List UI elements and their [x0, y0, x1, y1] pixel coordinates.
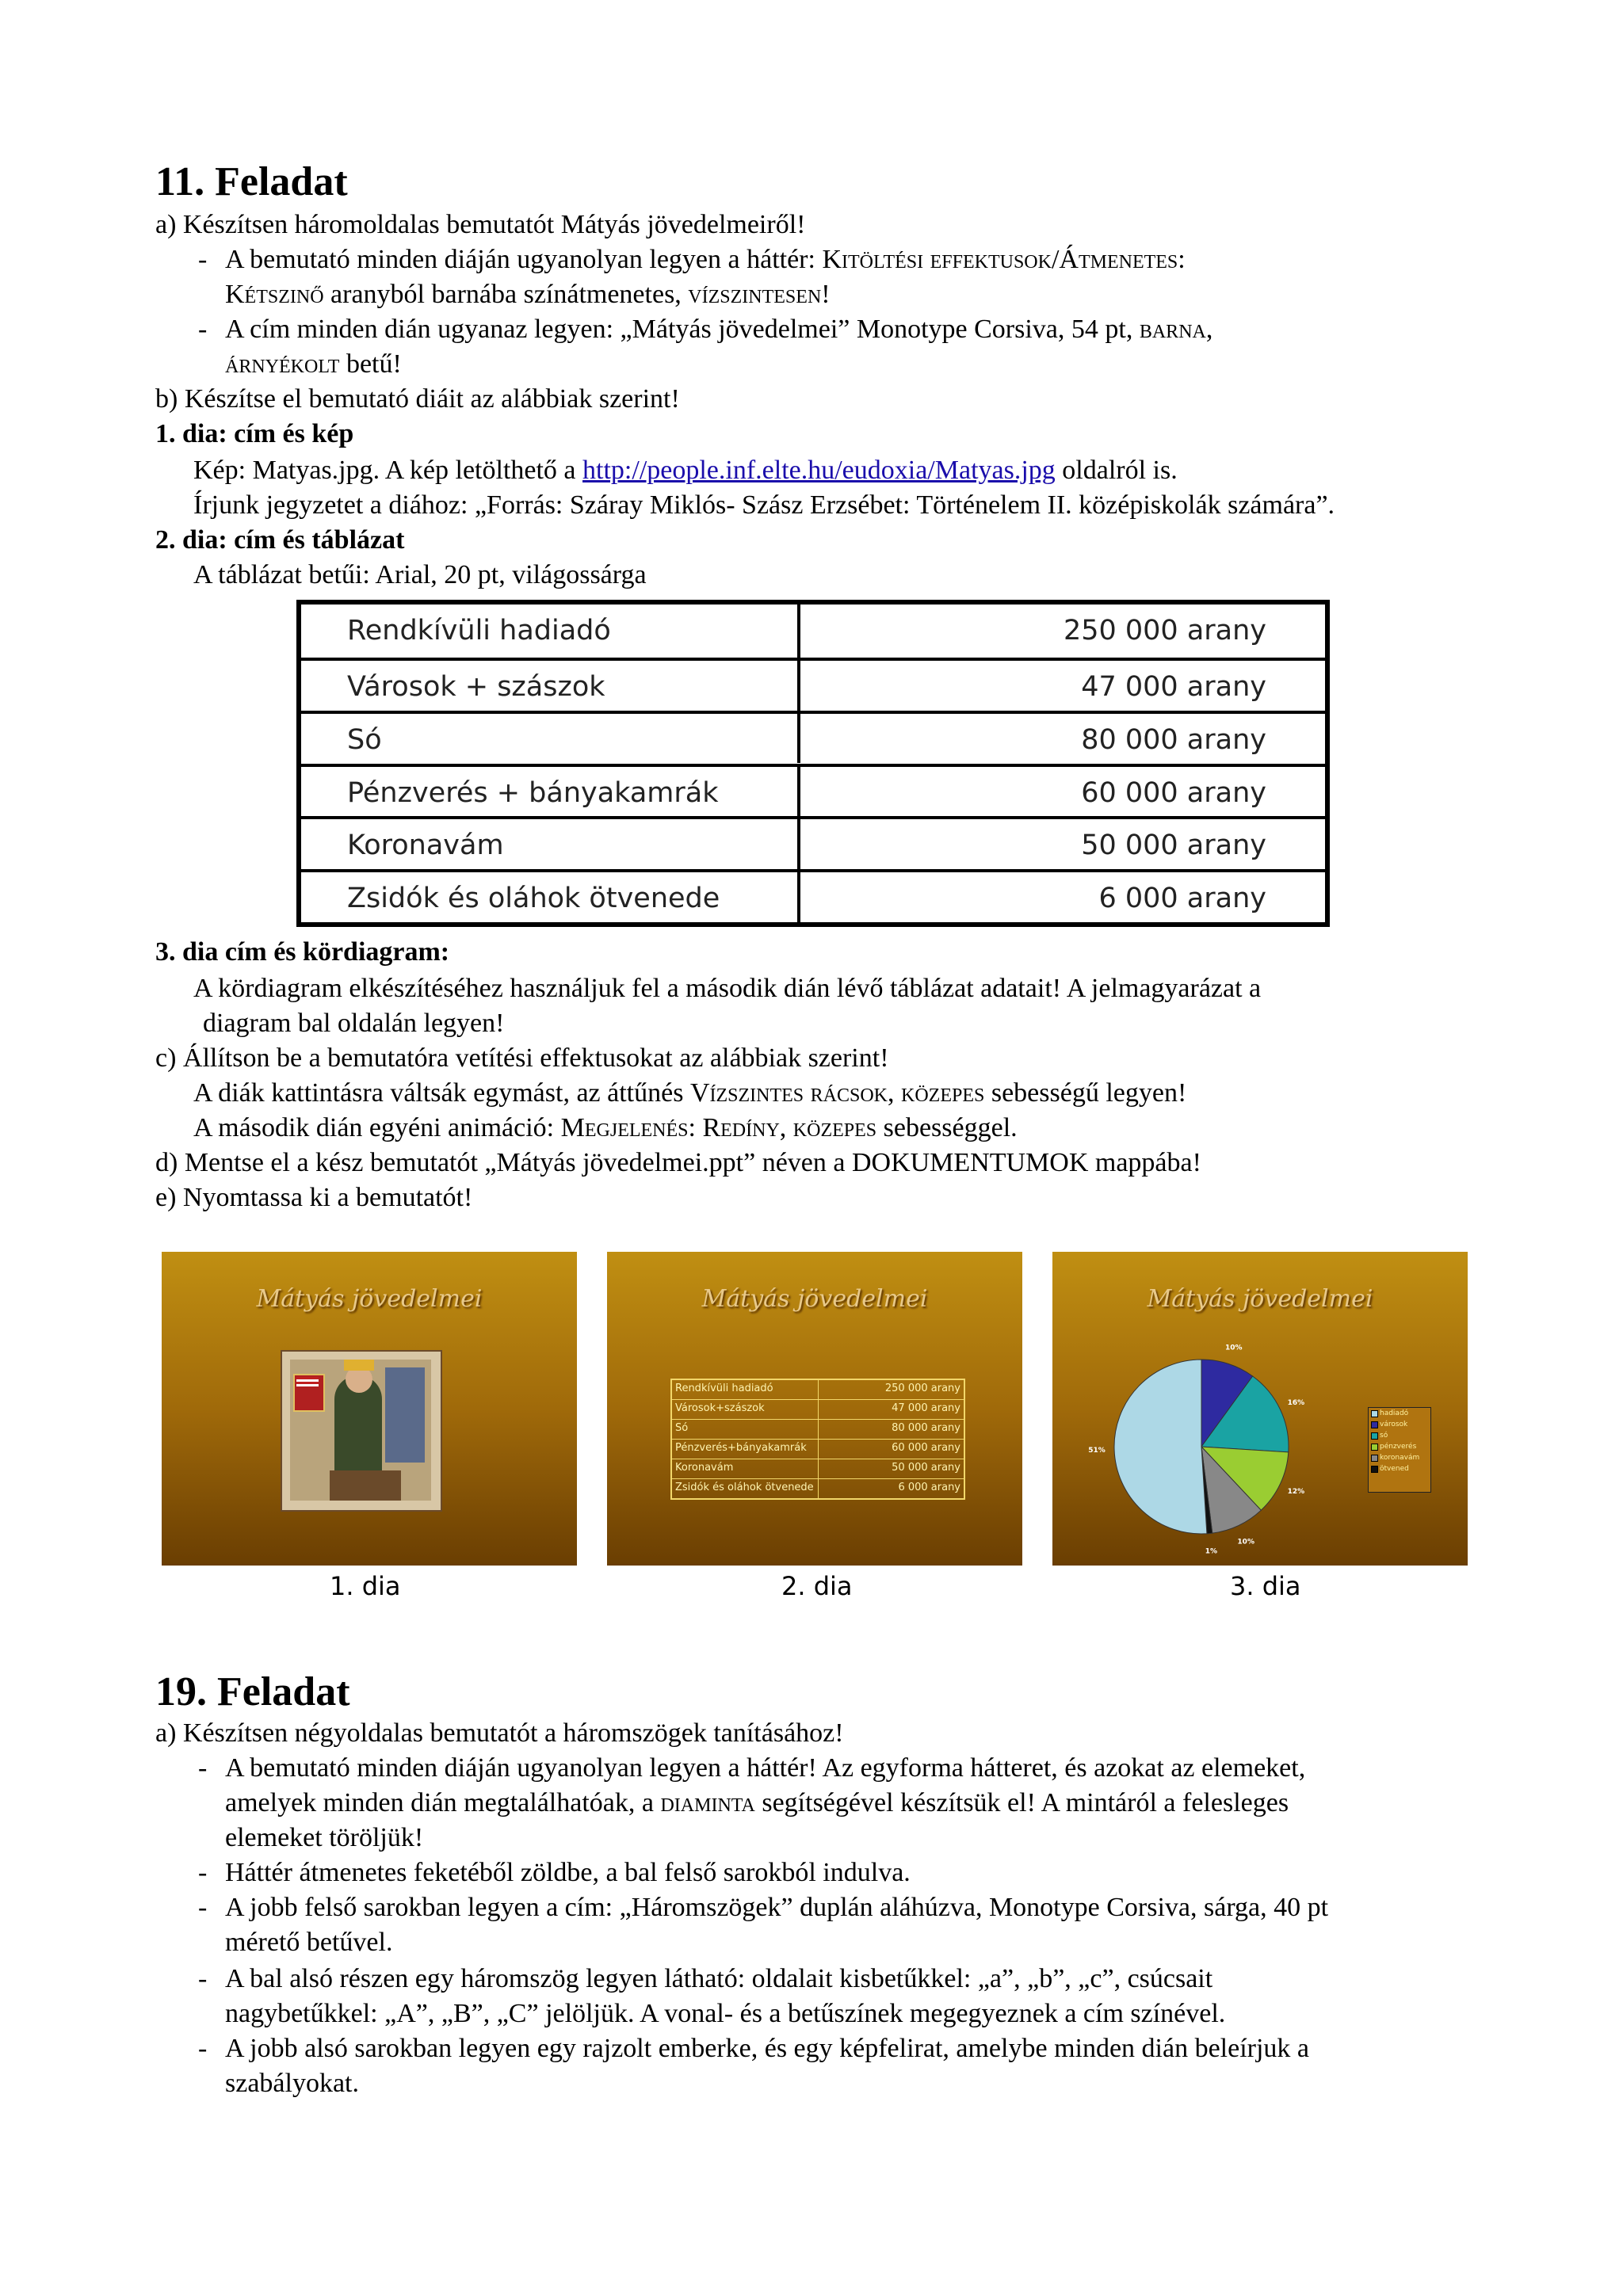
slide-title: Mátyás jövedelmei [701, 1285, 928, 1313]
mini-cell-value: 6 000 arany [898, 1482, 960, 1493]
legend-label: hadiadó [1380, 1409, 1409, 1417]
pie-legend [1368, 1407, 1431, 1493]
task19-b2-line1: Háttér átmenetes feketéből zöldbe, a bal felső sarokból indulva. [225, 1858, 911, 1887]
mini-income-table [670, 1379, 965, 1500]
pie-slice-hadiadó [1114, 1360, 1207, 1534]
task11-bullet2-line2: árnyékolt betű! [225, 349, 402, 379]
slide-caption-1: 1. dia [330, 1571, 401, 1601]
mini-table-row [672, 1380, 964, 1399]
pie-label: 1% [1205, 1547, 1218, 1556]
bullet-dash: - [198, 1964, 208, 1993]
matyas-image-link[interactable]: http://people.inf.elte.hu/eudoxia/Matyas.jpg [582, 456, 1056, 485]
table-cell-name: Pénzverés + bányakamrák [301, 767, 800, 817]
legend-entry [1369, 1452, 1430, 1463]
mini-cell-value: 250 000 arany [884, 1383, 960, 1394]
task11-c-line2: A második dián egyéni animáció: Megjelenés: Redíny, közepes sebességgel. [193, 1113, 1018, 1142]
bullet-dash: - [198, 1893, 208, 1922]
mini-cell-name: Só [675, 1422, 689, 1434]
table-row [301, 711, 1325, 764]
task11-e-line: e) Nyomtassa ki a bemutatót! [155, 1183, 473, 1212]
mini-cell-value: 50 000 arany [892, 1462, 960, 1474]
table-cell-name: Zsidók és oláhok ötvenede [301, 872, 800, 922]
task19-b1-line2: amelyek minden dián megtalálhatóak, a diaminta segítségével készítsük el! A mintáról a felesleges [225, 1788, 1289, 1817]
bullet-dash: - [198, 315, 208, 344]
task19-b5-line2: szabályokat. [225, 2069, 359, 2098]
mini-table-row [672, 1419, 964, 1439]
slide-title: Mátyás jövedelmei [1147, 1285, 1373, 1313]
mini-cell-divider [818, 1459, 819, 1478]
bullet-dash: - [198, 245, 208, 274]
table-row [301, 869, 1325, 922]
task11-a-intro: a) Készítsen háromoldalas bemutatót Mátyás jövedelmeiről! [155, 210, 806, 239]
table-cell-name: Koronavám [301, 819, 800, 869]
task19-b4-line1: A bal alsó részen egy háromszög legyen látható: oldalait kisbetűkkel: „a”, „b”, „c”, csúcsait [225, 1964, 1213, 1993]
table-cell-name: Só [301, 714, 800, 764]
mini-cell-name: Koronavám [675, 1462, 734, 1474]
slide2-line: A táblázat betűi: Arial, 20 pt, világossárga [193, 560, 647, 589]
table-row [301, 764, 1325, 817]
task19-b1-line1: A bemutató minden diáján ugyanolyan legyen a háttér! Az egyforma hátteret, és azokat az elemeket, [225, 1753, 1306, 1783]
table-cell-value: 50 000 arany [1081, 830, 1266, 862]
legend-swatch [1371, 1432, 1378, 1440]
table-cell-value: 60 000 arany [1081, 776, 1266, 809]
pie-label: 12% [1287, 1488, 1305, 1497]
pie-label: 10% [1225, 1344, 1243, 1352]
mini-cell-value: 60 000 arany [892, 1442, 960, 1454]
mini-cell-divider [818, 1400, 819, 1419]
slide-thumbnail-3 [1052, 1252, 1468, 1566]
slide3-heading: 3. dia cím és kördiagram: [155, 937, 450, 967]
legend-entry [1369, 1441, 1430, 1452]
task19-a-intro: a) Készítsen négyoldalas bemutatót a háromszögek tanításához! [155, 1718, 844, 1748]
pie-label: 10% [1237, 1538, 1254, 1547]
mini-cell-divider [818, 1440, 819, 1459]
bullet-dash: - [198, 1858, 208, 1887]
table-row [301, 658, 1325, 711]
legend-label: pénzverés [1380, 1443, 1417, 1451]
mini-table-row [672, 1399, 964, 1419]
slide1-line1: Kép: Matyas.jpg. A kép letölthető a http://people.inf.elte.hu/eudoxia/Matyas.jpg oldalról is. [193, 456, 1178, 485]
task11-b-intro: b) Készítse el bemutató diáit az alábbiak szerint! [155, 384, 680, 414]
table-cell-value: 6 000 arany [1098, 883, 1266, 915]
matyas-portrait-image [281, 1350, 442, 1512]
legend-label: városok [1380, 1421, 1408, 1428]
bullet-dash: - [198, 1753, 208, 1783]
legend-entry [1369, 1430, 1430, 1441]
legend-swatch [1371, 1410, 1378, 1417]
legend-label: só [1380, 1432, 1388, 1440]
slide-caption-3: 3. dia [1230, 1571, 1301, 1601]
slide2-heading: 2. dia: cím és táblázat [155, 525, 405, 555]
pie-label: 51% [1088, 1447, 1106, 1455]
bullet-dash: - [198, 2034, 208, 2063]
task11-d-line: d) Mentse el a kész bemutatót „Mátyás jövedelmei.ppt” néven a DOKUMENTUMOK mappába! [155, 1148, 1201, 1177]
task11-bullet1-line2: Kétszinő aranyból barnába színátmenetes, vízszintesen! [225, 280, 831, 309]
task19-b5-line1: A jobb alsó sarokban legyen egy rajzolt emberke, és egy képfelirat, amelybe minden dián beleírjuk a [225, 2034, 1310, 2063]
table-cell-value: 80 000 arany [1081, 723, 1266, 756]
slide1-heading: 1. dia: cím és kép [155, 419, 354, 448]
task11-c-intro: c) Állítson be a bemutatóra vetítési effektusokat az alábbiak szerint! [155, 1043, 889, 1073]
task11-bullet2-line1: A cím minden dián ugyanaz legyen: „Mátyás jövedelmei” Monotype Corsiva, 54 pt, barna, [225, 315, 1213, 344]
legend-entry [1369, 1408, 1430, 1419]
legend-label: koronavám [1380, 1454, 1420, 1462]
mini-cell-value: 47 000 arany [892, 1402, 960, 1414]
table-row [301, 605, 1325, 658]
mini-cell-name: Városok+szászok [675, 1402, 765, 1414]
slide1-line2: Írjunk jegyzetet a diához: „Forrás: Száray Miklós- Szász Erzsébet: Történelem II. középiskolák számára”. [193, 490, 1335, 520]
mini-table-row [672, 1478, 964, 1498]
mini-cell-name: Rendkívüli hadiadó [675, 1383, 773, 1394]
table-cell-name: Rendkívüli hadiadó [301, 605, 800, 658]
mini-cell-name: Pénzverés+bányakamrák [675, 1442, 807, 1454]
task11-bullet1-line1: A bemutató minden diáján ugyanolyan legyen a háttér: Kitöltési effektusok/Átmenetes: [225, 245, 1186, 274]
task19-b3-line1: A jobb felső sarokban legyen a cím: „Háromszögek” duplán aláhúzva, Monotype Corsiva, sárga, 40 pt [225, 1893, 1329, 1922]
mini-cell-divider [818, 1420, 819, 1439]
legend-swatch [1371, 1421, 1378, 1428]
slide3-line2: diagram bal oldalán legyen! [203, 1009, 505, 1038]
task19-b3-line2: mérető betűvel. [225, 1928, 393, 1957]
slide-title: Mátyás jövedelmei [256, 1285, 483, 1313]
slide-thumbnail-2 [607, 1252, 1022, 1566]
slide3-line1: A kördiagram elkészítéséhez használjuk fel a második dián lévő táblázat adatait! A jelmagyarázat a [193, 974, 1262, 1003]
pie-label: 16% [1287, 1398, 1305, 1407]
table-cell-value: 47 000 arany [1081, 670, 1266, 703]
legend-label: ötvened [1380, 1465, 1409, 1473]
legend-swatch [1371, 1455, 1378, 1462]
mini-table-row [672, 1439, 964, 1459]
income-table [296, 600, 1330, 927]
legend-swatch [1371, 1466, 1378, 1473]
mini-table-row [672, 1459, 964, 1478]
task11-title: 11. Feladat [155, 159, 348, 204]
slide-caption-2: 2. dia [781, 1571, 853, 1601]
slide-thumbnail-1 [162, 1252, 577, 1566]
table-cell-value: 250 000 arany [1063, 615, 1266, 646]
task19-b1-line3: elemeket töröljük! [225, 1823, 424, 1852]
mini-cell-name: Zsidók és oláhok ötvenede [675, 1482, 814, 1493]
table-cell-name: Városok + szászok [301, 661, 800, 711]
mini-cell-divider [818, 1380, 819, 1399]
mini-cell-divider [818, 1479, 819, 1498]
table-row [301, 816, 1325, 869]
legend-swatch [1371, 1444, 1378, 1451]
task19-b4-line2: nagybetűkkel: „A”, „B”, „C” jelöljük. A vonal- és a betűszínek megegyeznek a cím színével. [225, 1999, 1226, 2028]
legend-entry [1369, 1419, 1430, 1430]
legend-entry [1369, 1463, 1430, 1474]
task11-c-line1: A diák kattintásra váltsák egymást, az áttűnés Vízszintes rácsok, közepes sebességű legyen! [193, 1078, 1187, 1108]
mini-cell-value: 80 000 arany [892, 1422, 960, 1434]
task19-title: 19. Feladat [155, 1669, 350, 1714]
